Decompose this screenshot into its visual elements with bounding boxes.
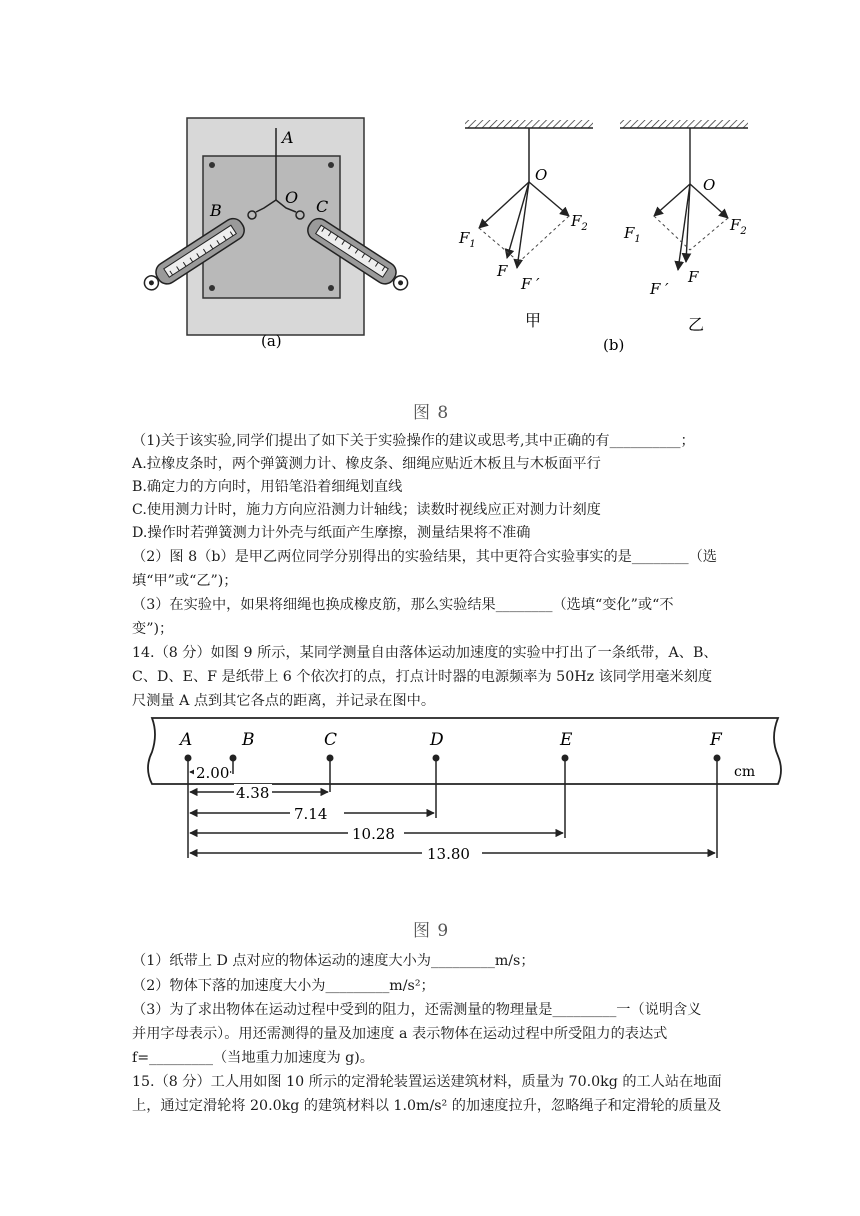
q14-intro-line3: 尺测量 A 点到其它各点的距离，并记录在图中。: [132, 693, 436, 709]
q13-option-B: B.确定力的方向时，用铅笔沿着细绳划直线: [132, 479, 403, 495]
label-Fp-yi: F ′: [650, 280, 669, 298]
point-F: F: [710, 730, 722, 750]
label-C: C: [316, 197, 329, 216]
q15-line1: 15.（8 分）工人用如图 10 所示的定滑轮装置运送建筑材料，质量为 70.0kg 的工人站在地面: [132, 1074, 722, 1090]
q13-part2-line2: 填“甲”或“乙”)；: [132, 573, 238, 589]
q13-part1: （1)关于该实验,同学们提出了如下关于实验操作的建议或思考,其中正确的有__________；: [132, 433, 695, 449]
point-A: A: [180, 730, 193, 750]
distance-AE: 10.28: [352, 825, 395, 843]
unit-cm: cm: [734, 764, 756, 780]
q14-part1: （1）纸带上 D 点对应的物体运动的速度大小为_________m/s；: [132, 953, 535, 969]
figure-8b-jia: [455, 112, 625, 358]
distance-AD: 7.14: [294, 805, 328, 823]
label-F1-yi: $F_1$: [624, 224, 641, 245]
q14-intro-line1: 14.（8 分）如图 9 所示，某同学测量自由落体运动加速度的实验中打出了一条纸带，A、B、: [132, 645, 718, 661]
label-F2-yi: $F_2$: [730, 216, 747, 237]
label-b: (b): [603, 336, 625, 354]
q14-part3-line3: f=_________（当地重力加速度为 g)。: [132, 1050, 374, 1066]
label-O-yi: O: [703, 176, 716, 194]
q13-option-D: D.操作时若弹簧测力计外壳与纸面产生摩擦，测量结果将不准确: [132, 525, 531, 541]
figure-9-tape: [142, 712, 784, 872]
label-O: O: [285, 188, 299, 207]
q13-part3-line1: （3）在实验中，如果将细绳也换成橡皮筋，那么实验结果________（选填“变化”或“不: [132, 597, 674, 613]
label-F-yi: F: [688, 268, 699, 286]
q14-part3-line1: （3）为了求出物体在运动过程中受到的阻力，还需测量的物理量是_________一（说明含义: [132, 1002, 702, 1018]
label-F1-jia: $F_1$: [459, 229, 476, 250]
point-E: E: [560, 730, 573, 750]
q14-part2: （2）物体下落的加速度大小为_________m/s²；: [132, 978, 435, 994]
figure-8-caption: 图 8: [413, 403, 450, 423]
point-C: C: [324, 730, 338, 750]
label-O-jia: O: [535, 166, 548, 184]
label-F2-jia: $F_2$: [571, 212, 588, 233]
label-Fp-jia: F ′: [521, 275, 540, 293]
distance-AC: 4.38: [236, 784, 270, 802]
distance-AF: 13.80: [427, 845, 470, 863]
point-D: D: [430, 730, 444, 750]
figure-8a: [140, 108, 380, 358]
figure-8b-yi: [610, 112, 770, 358]
label-a: (a): [261, 332, 282, 350]
q13-part3-line2: 变”)；: [132, 621, 174, 637]
q13-option-A: A.拉橡皮条时，两个弹簧测力计、橡皮条、细绳应贴近木板且与木板面平行: [132, 456, 601, 472]
q14-part3-line2: 并用字母表示）。用还需测得的量及加速度 a 表示物体在运动过程中所受阻力的表达式: [132, 1026, 668, 1042]
label-F-jia: F: [497, 262, 508, 280]
q13-part2-line1: （2）图 8（b）是甲乙两位同学分别得出的实验结果，其中更符合实验事实的是________（选: [132, 549, 717, 565]
label-B: B: [210, 201, 222, 220]
label-yi: 乙: [688, 315, 705, 334]
q14-intro-line2: C、D、E、F 是纸带上 6 个依次打的点，打点计时器的电源频率为 50Hz 该同学用毫米刻度: [132, 669, 713, 685]
label-jia: 甲: [525, 311, 542, 330]
q13-option-C: C.使用测力计时，施力方向应沿测力计轴线；读数时视线应正对测力计刻度: [132, 502, 601, 518]
distance-AB: 2.00: [196, 764, 230, 782]
point-B: B: [242, 730, 255, 750]
label-A: A: [282, 128, 294, 147]
q15-line2: 上，通过定滑轮将 20.0kg 的建筑材料以 1.0m/s² 的加速度拉升，忽略绳子和定滑轮的质量及: [132, 1098, 722, 1114]
figure-9-caption: 图 9: [413, 921, 450, 941]
